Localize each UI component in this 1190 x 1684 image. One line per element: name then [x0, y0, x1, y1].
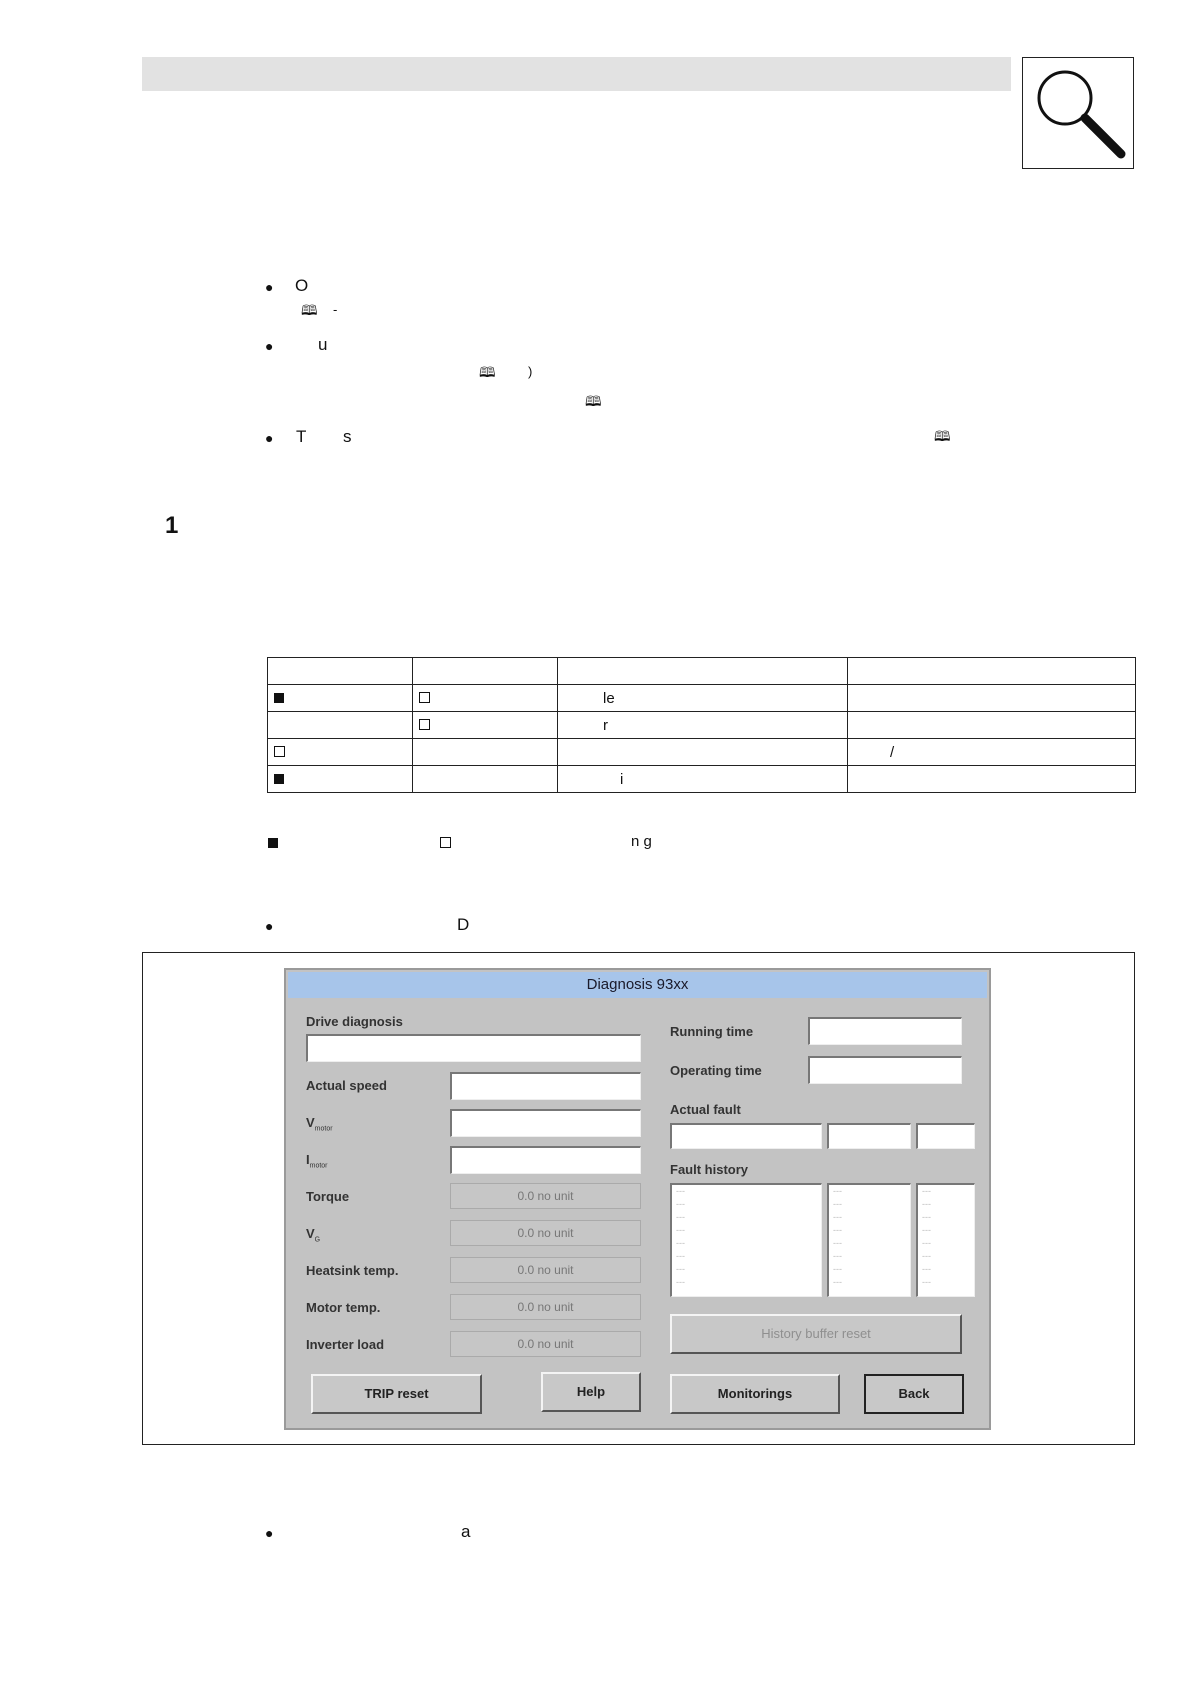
fault-history-list[interactable]: [670, 1183, 822, 1297]
list-item: ---: [922, 1212, 931, 1222]
table-cell: [413, 685, 558, 712]
bullet-dot-5: ●: [265, 1525, 274, 1541]
table-row: [268, 766, 1136, 793]
table-cell: [413, 766, 558, 793]
table-row: [268, 739, 1136, 766]
dialog-title: Diagnosis 93xx: [288, 972, 987, 998]
table-row: [268, 685, 1136, 712]
table-cell: [268, 685, 413, 712]
led-on-icon: [274, 774, 284, 784]
bullet-note-1: -: [333, 302, 338, 317]
section-number: 1: [165, 512, 179, 539]
list-item: ---: [922, 1225, 931, 1235]
list-item: ---: [833, 1225, 842, 1235]
table-cell: [413, 712, 558, 739]
table-row: [268, 712, 1136, 739]
drive-diagnosis-label: Drive diagnosis: [306, 1014, 403, 1029]
fault-history-label: Fault history: [670, 1162, 749, 1177]
table-cell: /: [848, 739, 1136, 766]
back-button[interactable]: Back: [864, 1374, 964, 1414]
led-on-icon: [268, 838, 278, 848]
torque-value: 0.0 no unit: [450, 1183, 641, 1209]
legend-text: n g: [631, 833, 652, 850]
fault-history-time-list[interactable]: [827, 1183, 911, 1297]
table-cell: [848, 766, 1136, 793]
list-item: ---: [676, 1225, 685, 1235]
table-cell: [558, 739, 848, 766]
led-on-icon: [274, 693, 284, 703]
running-time-label: Running time: [670, 1024, 754, 1039]
led-off-icon: [274, 746, 285, 757]
led-off-icon: [419, 719, 430, 730]
legend-led-on: [268, 835, 278, 853]
book-icon: 🕮: [301, 302, 318, 318]
bullet-dot-3: ●: [265, 430, 274, 446]
i-motor-field[interactable]: [450, 1146, 641, 1174]
list-item: ---: [676, 1199, 685, 1209]
vg-text: V: [306, 1226, 315, 1241]
table-cell: [268, 658, 413, 685]
list-item: ---: [833, 1238, 842, 1248]
vg-sub: G: [314, 1236, 321, 1244]
list-item: ---: [676, 1186, 685, 1196]
bullet-text-1: O: [295, 276, 309, 295]
diagnosis-dialog: [284, 968, 991, 1430]
actual-speed-field[interactable]: [450, 1072, 641, 1100]
v-motor-field[interactable]: [450, 1109, 641, 1137]
list-item: ---: [833, 1186, 842, 1196]
magnifier-frame: [1022, 57, 1134, 169]
v-motor-label: [306, 1115, 333, 1133]
bullet-note-2: ): [528, 364, 533, 379]
magnifier-icon: [1023, 58, 1133, 168]
list-item: ---: [922, 1186, 931, 1196]
help-button[interactable]: Help: [541, 1372, 641, 1412]
table-cell: [848, 712, 1136, 739]
i-motor-sub: motor: [309, 1162, 328, 1170]
book-icon: 🕮: [479, 364, 496, 380]
motor-temp-value: 0.0 no unit: [450, 1294, 641, 1320]
actual-fault-time-field[interactable]: [827, 1123, 911, 1149]
bullet-text-4: D: [457, 915, 470, 934]
led-status-table: [267, 657, 1136, 793]
heatsink-temp-value: 0.0 no unit: [450, 1257, 641, 1283]
table-cell: i: [558, 766, 848, 793]
list-item: ---: [676, 1212, 685, 1222]
list-item: ---: [922, 1277, 931, 1287]
history-buffer-reset-button[interactable]: History buffer reset: [670, 1314, 962, 1354]
i-motor-label: [306, 1152, 328, 1170]
bullet-text-2: u: [318, 335, 328, 354]
table-cell: [558, 658, 848, 685]
table-cell: le: [558, 685, 848, 712]
led-off-icon: [440, 837, 451, 848]
bullet-text-3b: s: [343, 427, 352, 446]
actual-fault-label: Actual fault: [670, 1102, 741, 1117]
bullet-dot-2: ●: [265, 338, 274, 354]
list-item: ---: [676, 1238, 685, 1248]
led-off-icon: [419, 692, 430, 703]
list-item: ---: [922, 1251, 931, 1261]
trip-reset-button[interactable]: TRIP reset: [311, 1374, 482, 1414]
list-item: ---: [833, 1264, 842, 1274]
table-cell: [268, 766, 413, 793]
table-row: [268, 658, 1136, 685]
table-cell: [268, 739, 413, 766]
table-cell: [268, 712, 413, 739]
legend-led-off: [440, 835, 451, 853]
list-item: ---: [922, 1238, 931, 1248]
v-motor-sub: motor: [314, 1125, 333, 1133]
bullet-text-3: T: [296, 427, 307, 446]
vg-label: [306, 1226, 320, 1244]
operating-time-field[interactable]: [808, 1056, 962, 1084]
bullet-text-5: a: [461, 1522, 471, 1541]
actual-fault-count-field[interactable]: [916, 1123, 975, 1149]
list-item: ---: [676, 1264, 685, 1274]
table-cell: r: [558, 712, 848, 739]
torque-label: Torque: [306, 1189, 350, 1204]
list-item: ---: [922, 1264, 931, 1274]
inverter-load-label: Inverter load: [306, 1337, 385, 1352]
actual-speed-label: Actual speed: [306, 1078, 387, 1093]
operating-time-label: Operating time: [670, 1063, 762, 1078]
table-cell: [848, 658, 1136, 685]
table-cell: [413, 739, 558, 766]
list-item: ---: [833, 1199, 842, 1209]
table-cell: [848, 685, 1136, 712]
bullet-dot-4: ●: [265, 918, 274, 934]
actual-fault-code-field[interactable]: [670, 1123, 822, 1149]
list-item: ---: [922, 1199, 931, 1209]
running-time-field[interactable]: [808, 1017, 962, 1045]
fault-history-count-list[interactable]: [916, 1183, 975, 1297]
book-icon: 🕮: [585, 393, 602, 409]
motor-temp-label: Motor temp.: [306, 1300, 381, 1315]
inverter-load-value: 0.0 no unit: [450, 1331, 641, 1357]
list-item: ---: [833, 1251, 842, 1261]
header-bar: [142, 57, 1011, 91]
v-motor-text: V: [306, 1115, 315, 1130]
list-item: ---: [676, 1277, 685, 1287]
table-cell: [413, 658, 558, 685]
heatsink-temp-label: Heatsink temp.: [306, 1263, 399, 1278]
i-motor-text: I: [306, 1152, 310, 1167]
list-item: ---: [833, 1212, 842, 1222]
monitorings-button[interactable]: Monitorings: [670, 1374, 840, 1414]
book-icon: 🕮: [934, 428, 951, 444]
list-item: ---: [676, 1251, 685, 1261]
drive-diagnosis-field[interactable]: [306, 1034, 641, 1062]
vg-value: 0.0 no unit: [450, 1220, 641, 1246]
list-item: ---: [833, 1277, 842, 1287]
bullet-dot-1: ●: [265, 279, 274, 295]
